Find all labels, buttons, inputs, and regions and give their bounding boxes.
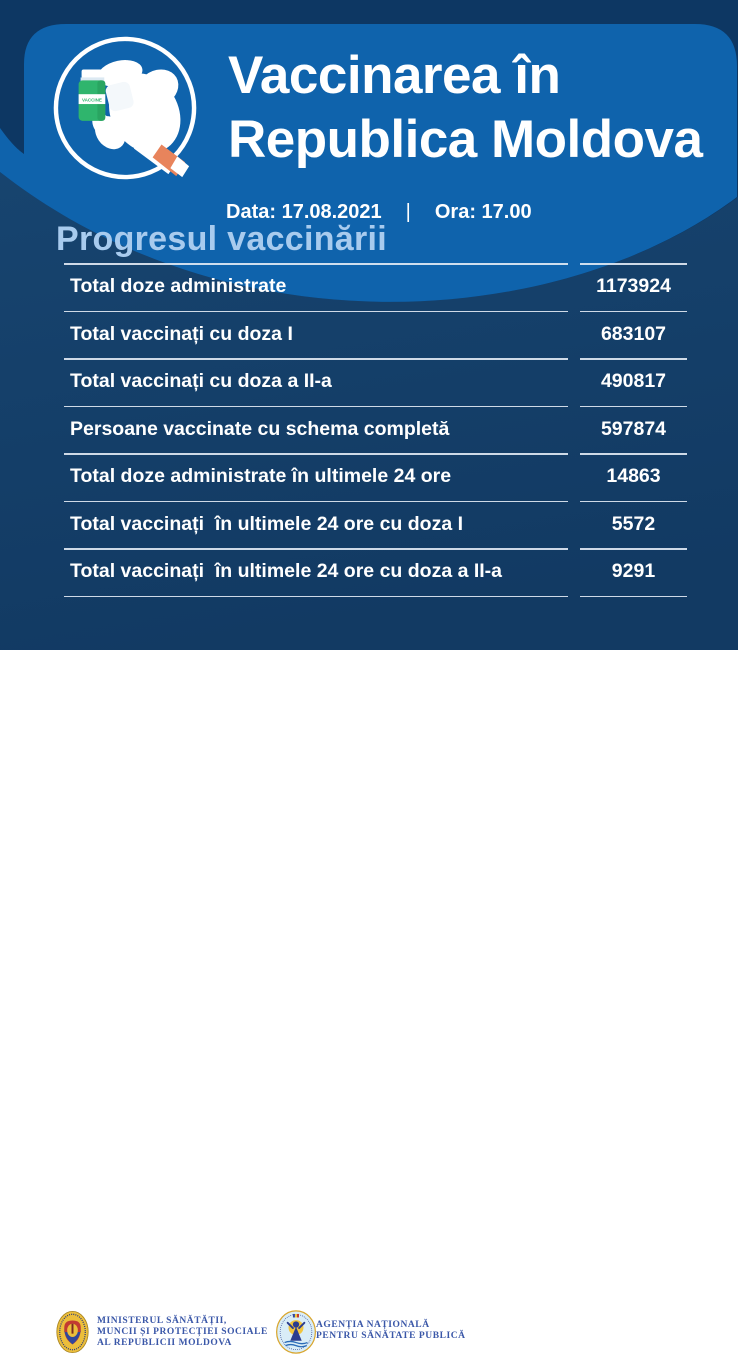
table-row: [0, 263, 738, 311]
row-value: 490817: [600, 370, 667, 393]
ministry-name-line3: AL REPUBLICII MOLDOVA: [97, 1337, 232, 1348]
table-row: [0, 548, 738, 596]
footer-bar: [0, 650, 738, 1348]
table-row: [0, 501, 738, 549]
table-row: [0, 453, 738, 501]
row-label: Total vaccinați în ultimele 24 ore cu doza I: [70, 512, 463, 535]
row-label: Total vaccinați cu doza I: [70, 322, 293, 345]
page-title-line1: Vaccinarea în: [228, 46, 561, 105]
table-row: [0, 406, 738, 454]
table-row: [0, 358, 738, 406]
vaccine-hand-logo-icon: [51, 34, 199, 182]
ministry-seal-icon: [56, 1309, 89, 1355]
row-label: Total doze administrate: [70, 275, 287, 298]
row-value: 14863: [606, 465, 661, 488]
row-label: Total doze administrate în ultimele 24 ore: [70, 465, 452, 488]
agency-name-line2: PENTRU SĂNĂTATE PUBLICĂ: [316, 1330, 466, 1341]
row-value: 9291: [611, 560, 656, 583]
ministry-name-line2: MUNCII ȘI PROTECȚIEI SOCIALE: [97, 1326, 268, 1337]
row-label: Total vaccinați în ultimele 24 ore cu doza a II-a: [70, 560, 503, 583]
date-label: Data: 17.08.2021: [226, 201, 382, 223]
pipe-separator: |: [405, 201, 411, 223]
page-title-line2: Republica Moldova: [228, 110, 703, 169]
agency-name-line1: AGENȚIA NAȚIONALĂ: [316, 1320, 430, 1330]
row-label: Persoane vaccinate cu schema completă: [70, 417, 450, 440]
vaccination-stats-table: [0, 263, 738, 596]
agency-name: [316, 1320, 466, 1342]
ministry-name-line1: MINISTERUL SĂNĂTĂȚII,: [97, 1316, 227, 1326]
vial-label-text: VACCINE: [81, 97, 102, 103]
ministry-name: [97, 1316, 268, 1348]
vaccine-vial-icon: [79, 70, 106, 121]
section-title: Progresul vaccinării: [56, 220, 388, 258]
page-title: [228, 44, 702, 172]
row-value: 5572: [611, 512, 656, 535]
row-value: 597874: [600, 417, 667, 440]
row-value: 1173924: [596, 275, 671, 298]
row-label: Total vaccinați cu doza a II-a: [70, 370, 332, 393]
table-row: [0, 311, 738, 359]
agency-seal-icon: [274, 1309, 318, 1355]
row-value: 683107: [600, 322, 667, 345]
time-label: Ora: 17.00: [434, 201, 532, 223]
